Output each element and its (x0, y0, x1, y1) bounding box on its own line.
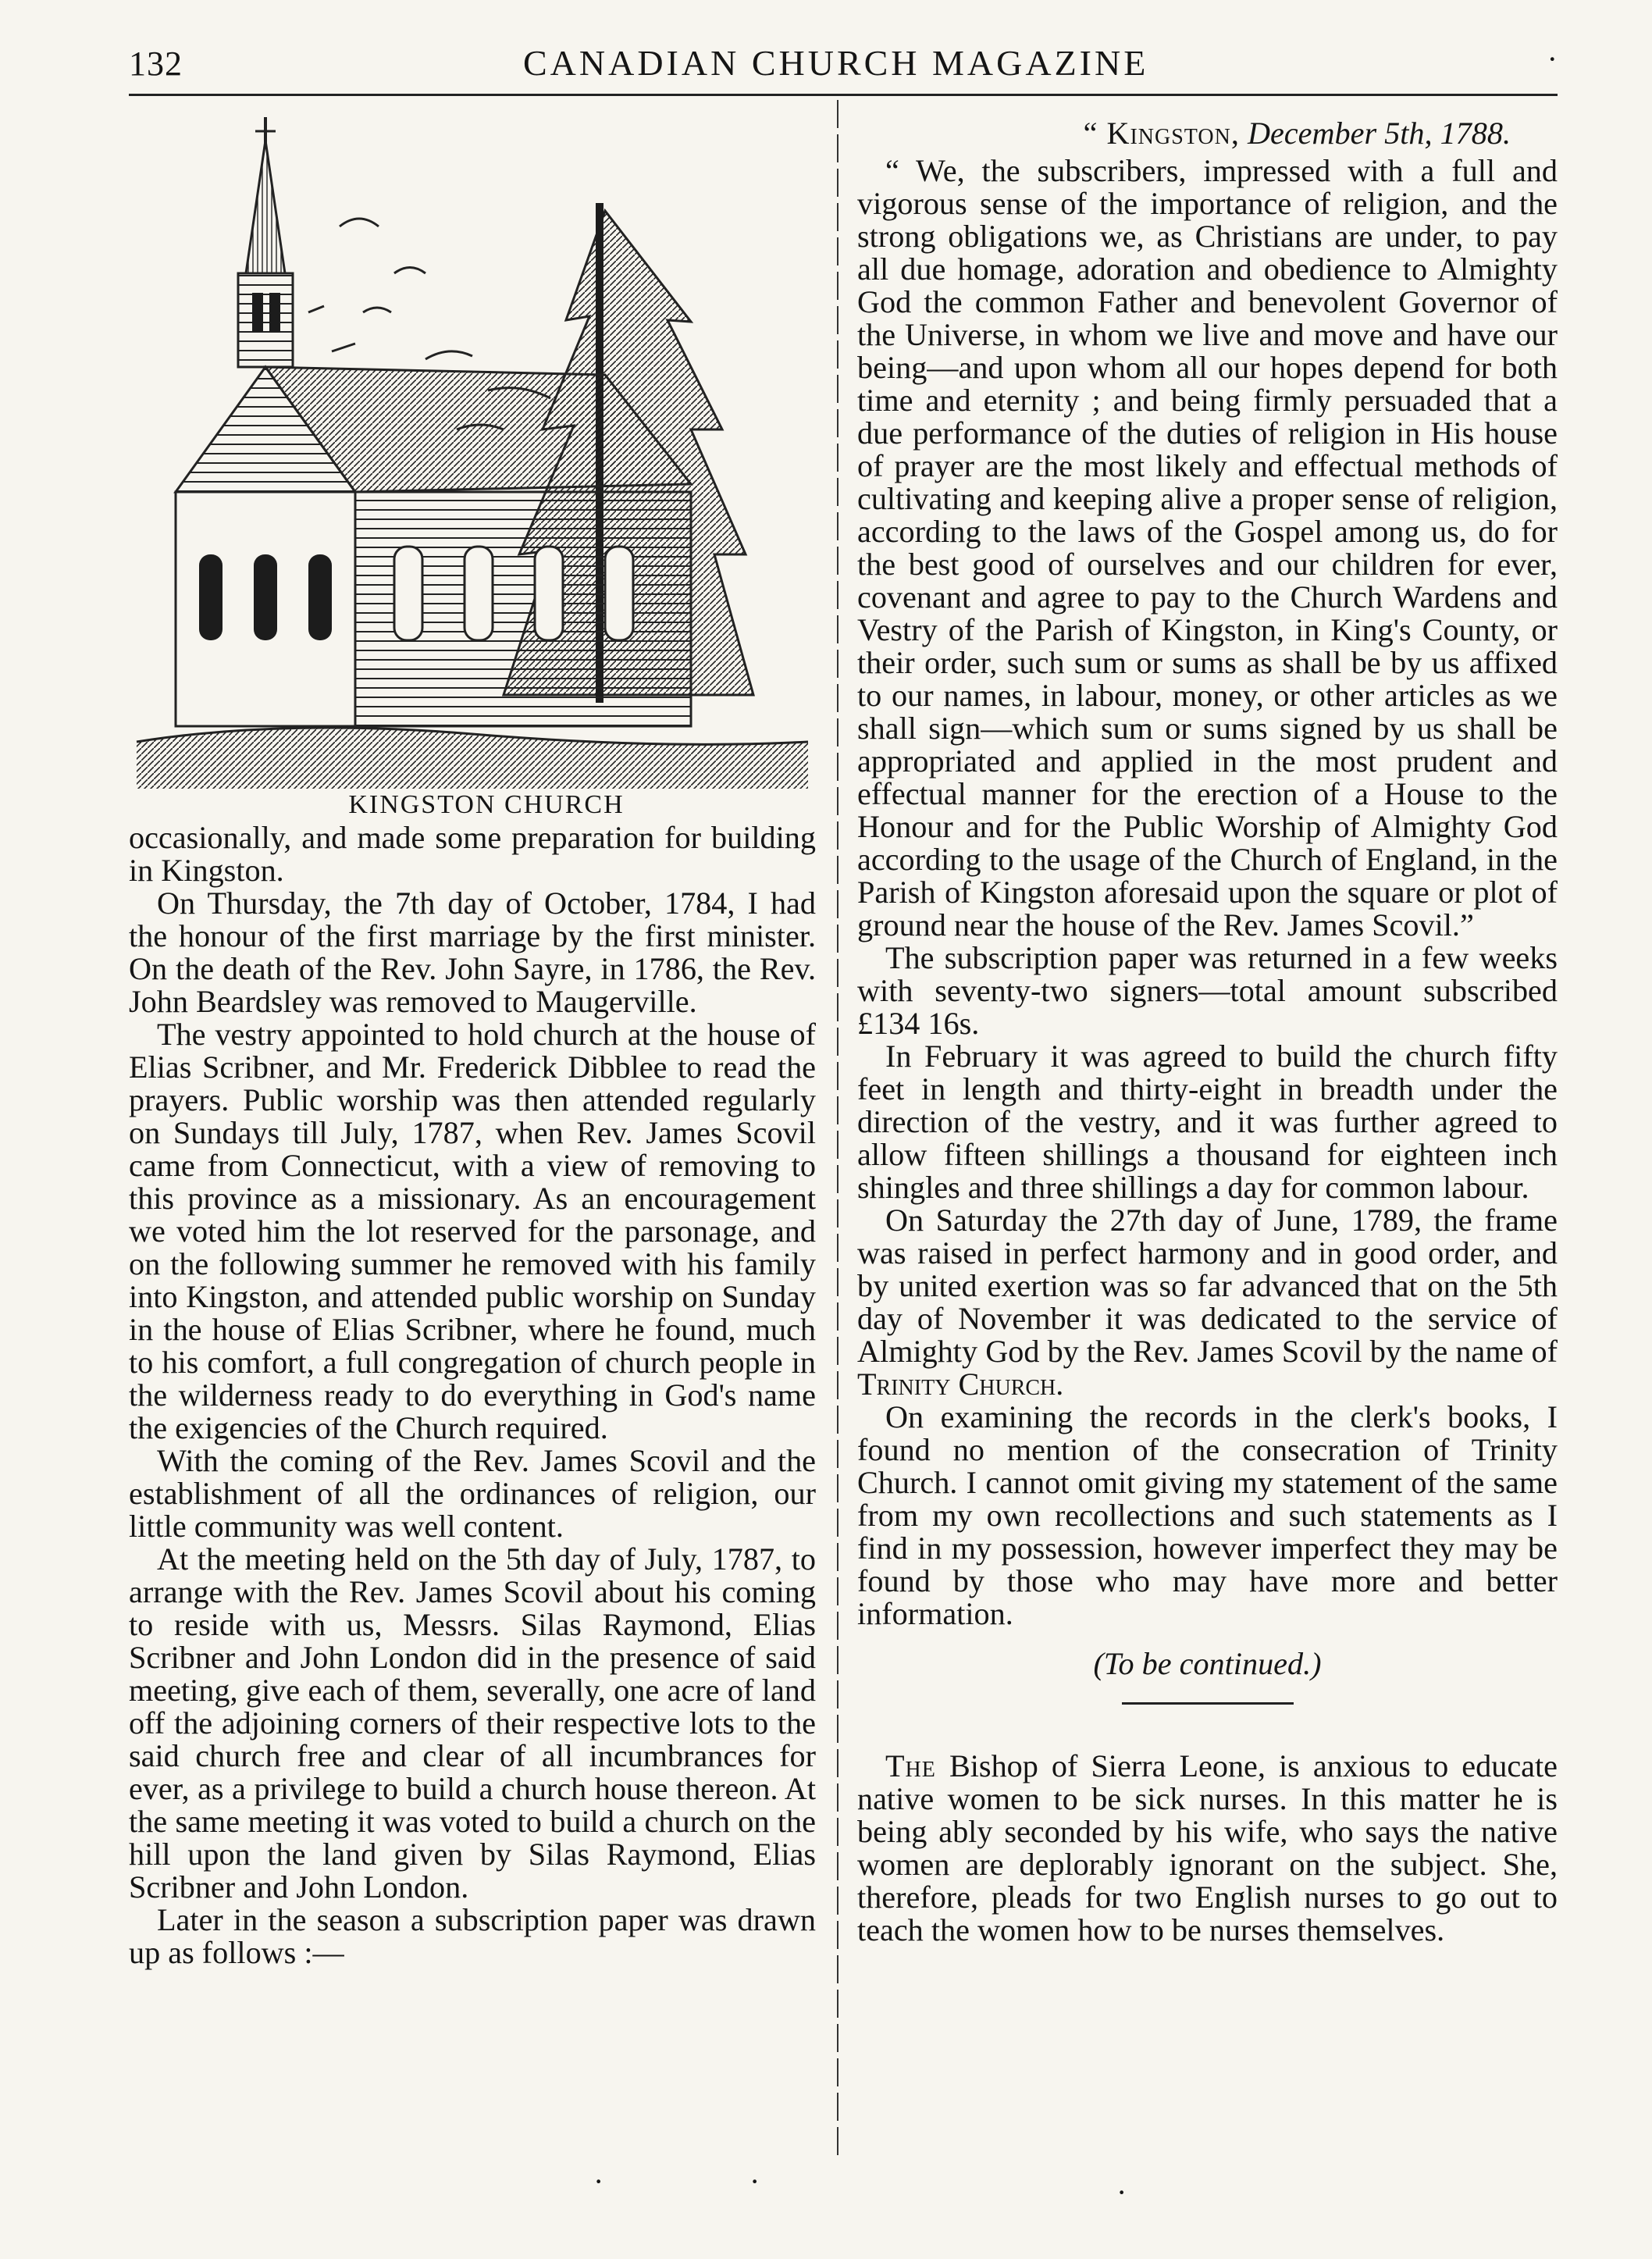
figure-caption: KINGSTON CHURCH (348, 790, 625, 819)
footer-mark-3: · (1116, 2175, 1127, 2210)
footer-mark-2: · (749, 2164, 760, 2199)
header-ornament: · (1547, 41, 1558, 77)
header-rule (129, 94, 1558, 96)
left-column (129, 117, 816, 1969)
section-separator (1122, 1702, 1294, 1705)
church-figure (129, 117, 816, 821)
dateline (857, 117, 1558, 150)
right-paragraph-2: The subscription paper was returned in a few weeks with seventy-two signers—total amount subscribed £134 16s. (857, 940, 1558, 1041)
left-paragraph-6: Later in the season a subscription paper was drawn up as follows :— (129, 1902, 816, 1970)
notice-lead: The (885, 1748, 936, 1783)
footer-marks (0, 2163, 1652, 2225)
dateline-date: December 5th, 1788. (1247, 116, 1511, 151)
page-number: 132 (129, 45, 183, 83)
june-paragraph-text: On Saturday the 27th day of June, 1789, the frame was raised in perfect harmony and in good order, and by united exertion was so far advanced that on the 5th day of November it was dedicated to the service of Almighty God by the Rev. James Scovil by the name of (857, 1203, 1558, 1369)
left-paragraph-1: occasionally, and made some preparation for building in Kingston. (129, 820, 816, 888)
to-be-continued: (To be continued.) (1093, 1646, 1322, 1681)
page-header (129, 39, 1558, 94)
left-paragraph-3: The vestry appointed to hold church at the house of Elias Scribner, and Mr. Frederick Dibblee to read the prayers. Public worship was then attended regularly on Sundays till July, 1787, when Rev. James Scovil came from Connecticut, with a view of removing to this province as a missionary. As an encouragement we voted him the lot reserved for the parsonage, and on the following summer he removed with his family into Kingston, and attended public worship on Sunday in the house of Elias Scribner, where he found, much to his comfort, a full congregation of church people in the wilderness ready to do everything in God's name the exigencies of the Church required. (129, 1017, 816, 1445)
running-title: CANADIAN CHURCH MAGAZINE (523, 43, 1149, 83)
left-paragraph-5: At the meeting held on the 5th day of July, 1787, to arrange with the Rev. James Scovil about his coming to reside with us, Messrs. Silas Raymond, Elias Scribner and John London did in the presence of said meeting, give each of them, severally, one acre of land off the adjoining corners of their respective lots to the said church free and clear of all incumbrances for ever, as a privilege to build a church house thereon. At the same meeting it was voted to build a church on the hill upon the land given by Silas Raymond, Elias Scribner and John London. (129, 1541, 816, 1904)
column-divider (837, 100, 838, 2161)
footer-mark-1: · (593, 2164, 604, 2199)
notice-paragraph (857, 1750, 1558, 1947)
church-name: Trinity Church. (857, 1366, 1064, 1402)
dateline-place: “ Kingston, (1083, 116, 1240, 151)
right-column (857, 117, 1558, 1947)
right-paragraph-1: “ We, the subscribers, impressed with a full and vigorous sense of the importance of religion, and the strong obligations we, as Christians are under, to pay all due homage, adoration and obedience to Almighty God the common Father and benevolent Governor of the Universe, in whom we live and move and have our being—and upon whom all our hopes depend for both time and eternity ; and being firmly persuaded that a due performance of the duties of religion in His house of prayer are the most likely and effectual methods of cultivating and keeping alive a proper sense of religion, according to the laws of the Gospel among us, do for the best good of ourselves and our children for ever, covenant and agree to pay to the Church Wardens and Vestry of the Parish of Kingston, in King's County, or their order, such sum or sums as shall be by us affixed to our names, in labour, money, or other articles as we shall sign—which sum or sums signed by us shall be appropriated and applied in the most prudent and effectual manner for the erection of a House to the Honour and for the Public Worship of Almighty God according to the usage of the Church of England, in the Parish of Kingston aforesaid upon the square or plot of ground near the house of the Rev. James Scovil.” (857, 153, 1558, 942)
notice-body: Bishop of Sierra Leone, is anxious to educate native women to be sick nurses. In this matter he is being ably seconded by his wife, who says the native women are deplorably ignorant on the subject. She, therefore, pleads for two English nurses to go out to teach the women how to be nurses themselves. (857, 1748, 1558, 1947)
right-paragraph-3: In February it was agreed to build the church fifty feet in length and thirty-eight in breadth under the direction of the vestry, and it was further agreed to allow fifteen shillings a thousand for eighteen inch shingles and three shillings a day for common labour. (857, 1039, 1558, 1205)
left-paragraph-4: With the coming of the Rev. James Scovil and the establishment of all the ordinances of religion, our little community was well content. (129, 1443, 816, 1544)
right-paragraph-5: On examining the records in the clerk's books, I found no mention of the consecration of Trinity Church. I cannot omit giving my statement of the same from my own recollections and such statements as I find in my possession, however imperfect they may be found by those who may have more and better information. (857, 1399, 1558, 1631)
church-illustration (129, 117, 816, 789)
left-paragraph-2: On Thursday, the 7th day of October, 1784, I had the honour of the first marriage by the first minister. On the death of the Rev. John Sayre, in 1786, the Rev. John Beardsley was removed to Maugerville. (129, 885, 816, 1019)
right-paragraph-4 (857, 1204, 1558, 1401)
